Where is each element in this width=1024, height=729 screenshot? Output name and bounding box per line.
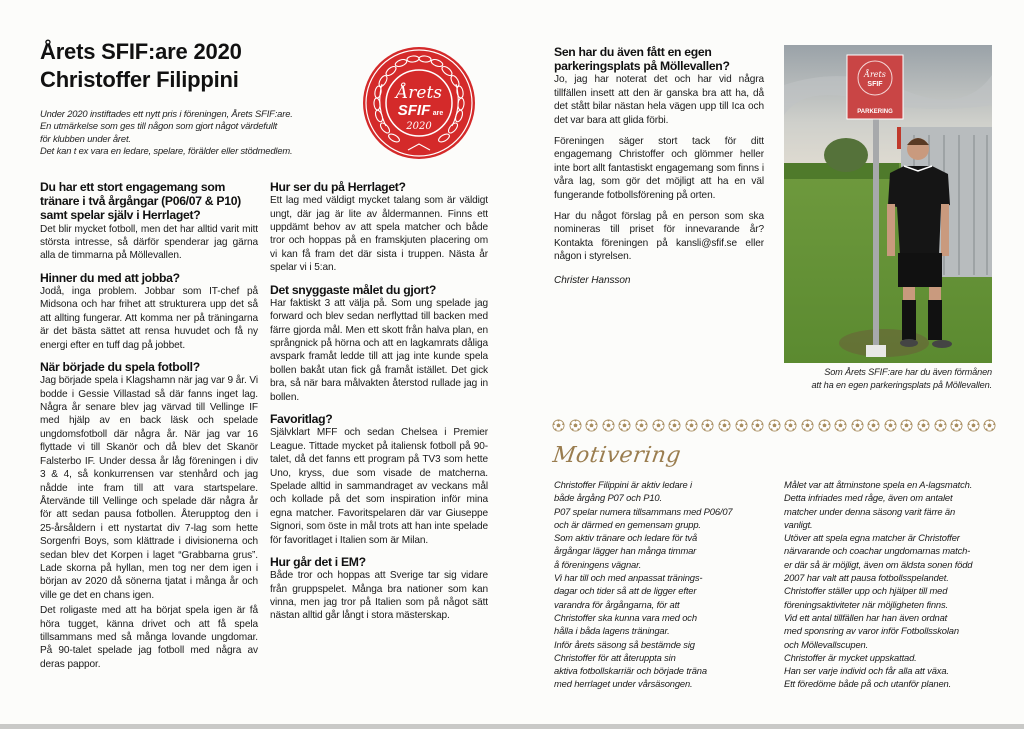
football-icon <box>851 419 864 432</box>
football-icon <box>884 419 897 432</box>
answer-text: Jo, jag har noterat det och har vid några tillfällen insett att den är ganska bra att ha, då det stått bilar nästan hela vägen upp till Ica och det var bara att glida förbi. <box>554 74 764 126</box>
football-icon <box>618 419 631 432</box>
football-icon <box>718 419 731 432</box>
question-heading: Det snyggaste målet du gjort? <box>270 282 437 297</box>
answer-text: Jodå, inga problem. Jobbar som IT-chef på Midsona och har frihet att strukturera upp det så att allting fungerar. Att komma ner på träningarna är det bästa sättet att rensa huvudet och få ny energi efter en tuff dag på jobbet. <box>40 286 258 351</box>
title-line-award: Årets SFIF:are 2020 <box>40 39 242 64</box>
motivering-line: P07 spelar numera tillsammans med P06/07 <box>554 505 733 517</box>
motivering-heading: Motivering <box>551 443 683 468</box>
football-icon <box>983 419 996 432</box>
pole-base <box>866 345 886 357</box>
author-signature: Christer Hansson <box>554 274 631 286</box>
motivering-line: och Möllevallscupen. <box>784 638 869 650</box>
motivering-line: Christoffer ställer upp och hjälper till med <box>784 585 948 597</box>
answer-text: Jag började spela i Klagshamn när jag var 9 år. Vi bodde i Gessie Villastad så där fanns inget lag. Några år senare blev jag värvad till Vellinge IF med hjälp av en back läsk och spelade ungdomsfotboll där några år. När jag var 16 flyttade vi till Skanör och då blev det Skanör Falsterbo IF. Under dessa år låg föreningen i div 3 & 4, så konkurrensen var stenhård och jag nådde inte fram till att vara startspelare. Återvände till Vellinge och spelade där några år för att sedan pausa fotbollen. Återupptog den i 25-årsåldern i ett nystartat div 7-lag som hette Sorgenfri Boys, som klättrade i divisionerna och sedan blev det Korpen i laget “Grabbarna grus”. Lade skorna på hyllan, men tog ner dem igen i början av 2020 då sönerna tjatat i många år och ville ge det en chans igen. <box>40 375 258 601</box>
tree <box>824 138 868 172</box>
football-icon <box>585 419 598 432</box>
badge-text-are: are <box>432 110 444 117</box>
intro-line: Det kan t ex vara en ledare, spelare, förälder eller stödmedlem. <box>40 144 293 156</box>
motivering-line: Utöver att spela egna matcher är Christoffer <box>784 532 960 544</box>
football-icon <box>701 419 714 432</box>
sign-text-arets: Årets <box>864 70 886 79</box>
football-icon <box>735 419 748 432</box>
question-heading: Favoritlag? <box>270 412 333 427</box>
sign-text-parkering: PARKERING <box>857 109 893 115</box>
question-heading: Sen har du även fått en egen parkeringsplats på Möllevallen? <box>554 45 730 74</box>
football-divider <box>552 419 996 432</box>
intro-line: En utmärkelse som ges till någon som gjort något värdefullt <box>40 120 278 132</box>
football-icon <box>950 419 963 432</box>
motivering-line: Som aktiv tränare och ledare för två <box>554 532 698 544</box>
article-title <box>40 38 242 94</box>
question-heading: Du har ett stort engagemang som tränare i två årgångar (P06/07 & P10) samt spelar själv i Herrlaget? <box>40 180 241 223</box>
football-icon <box>818 419 831 432</box>
football-icon <box>867 419 880 432</box>
award-badge-logo <box>362 46 476 160</box>
football-icon <box>900 419 913 432</box>
caption-line: att ha en egen parkeringsplats på Möllevallen. <box>811 379 992 390</box>
title-line-name: Christoffer Filippini <box>40 67 239 92</box>
motivering-line: föreningsaktiviteter när möjligheten finns. <box>784 598 948 610</box>
football-icon <box>652 419 665 432</box>
football-icon <box>934 419 947 432</box>
motivering-line: Christoffer ska kunna vara med och <box>554 611 697 623</box>
parking-sign-photo <box>784 45 992 363</box>
motivering-line: Ett föredöme både på och utanför planen. <box>784 678 952 690</box>
sign-pole <box>873 117 879 349</box>
football-icon <box>751 419 764 432</box>
sign-text-sfif: SFIF <box>867 81 883 88</box>
motivering-line: med sponsring av varor inför Fotbollsskolan <box>784 625 959 637</box>
motivering-line: aktiva fotbollskarriär och började träna <box>554 665 707 677</box>
football-icon <box>635 419 648 432</box>
question-heading: Hinner du med att jobba? <box>40 270 180 285</box>
page-bottom-edge <box>0 724 1024 729</box>
question-heading: När började du spela fotboll? <box>40 360 200 375</box>
motivering-line: 2007 har valt att pausa fotbollsspelandet. <box>784 572 949 584</box>
motivering-line: er där så är möjligt, även om äldsta sonen född <box>784 558 973 570</box>
football-icon <box>668 419 681 432</box>
football-icon <box>602 419 615 432</box>
motivering-line: matcher under denna säsong varit färre än <box>784 505 956 517</box>
answer-text: Ett lag med väldigt mycket talang som är väldigt ungt, där jag är lite av åldermannen. Finns ett uppdämt behov av att spela matcher och både tror och hoppas på en framskjuten placering om vi kan få fram det där sista i truppen. Nästa år spelar vi i 5:an. <box>270 195 488 274</box>
answer-text: Både tror och hoppas att Sverige tar sig vidare från gruppspelet. Många bra nationer som kan vinna, men jag tror på Italien som på något sätt nästan alltid går långt i stora mästerskap. <box>270 570 488 622</box>
motivering-line: Han ser varje individ och får alla att växa. <box>784 665 949 677</box>
intro-line: Under 2020 instiftades ett nytt pris i föreningen, Årets SFIF:are. <box>40 108 293 119</box>
motivering-line: dagar och tider så att de ligger efter <box>554 585 697 597</box>
photo-caption <box>784 366 992 391</box>
motivering-line: Vid ett antal tillfällen har han även ordnat <box>784 611 948 623</box>
answer-text: Självklart MFF och sedan Chelsea i Premier League. Tittade mycket på italiensk fotboll på 90-talet, då det fanns ett program på TV3 som hette Uno, kryss, due som visade de matcherna. Spelade alltid in sammandraget av veckans mål och kollade på det som inspiration inför mina egna matcher. Favoritspelaren där var Giuseppe Signori, som öste in mål trots att han inte spelade för favoritlaget i Italien som är Milan. <box>270 427 488 546</box>
question-heading: Hur går det i EM? <box>270 554 366 569</box>
intro-text <box>40 108 340 157</box>
badge-text-arets: Årets <box>395 83 443 103</box>
football-icon <box>967 419 980 432</box>
football-icon <box>685 419 698 432</box>
motivering-right-column <box>784 478 972 691</box>
motivering-line: och är därmed en gemensam grupp. <box>554 518 701 530</box>
motivering-line: Vi har till och med anpassat tränings- <box>554 572 703 584</box>
answer-text: Det blir mycket fotboll, men det har alltid varit mitt största intresse, så därför spenderar jag gärna alla de timmarna på Möllevallen. <box>40 223 258 262</box>
motivering-line: närvarande och coachar ungdomarnas match- <box>784 545 971 557</box>
motivering-line: Christoffer är mycket uppskattad. <box>784 651 917 663</box>
football-icon <box>834 419 847 432</box>
motivering-line: varandra för årgångarna, för att <box>554 598 680 610</box>
football-icon <box>801 419 814 432</box>
motivering-line: Christoffer för att återuppta sin <box>554 651 676 663</box>
motivering-line: både årgång P07 och P10. <box>554 492 662 504</box>
question-heading: Hur ser du på Herrlaget? <box>270 180 406 194</box>
badge-text-sfif: SFIF <box>397 102 431 119</box>
caption-line: Som Årets SFIF:are har du även förmånen <box>824 367 992 377</box>
motivering-line: hålla i båda lagens träningar. <box>554 625 670 637</box>
answer-text: Det roligaste med att ha börjat spela igen är få höra tugget, känna drivet och att få spela tillsammans med så många lovande ungdomar. På 90-talet spelade jag fotboll med några av deras pappor. <box>40 605 258 670</box>
nomination-text: Har du något förslag på en person som ska nomineras till priset för innevarande år? Kontakta föreningen på kansli@sfif.se eller någon i styrelsen. <box>554 211 764 263</box>
interview-column-3 <box>554 45 764 287</box>
football-icon <box>552 419 565 432</box>
motivering-line: med herrlaget under vårsäsongen. <box>554 678 693 690</box>
motivering-line: vanligt. <box>784 518 813 530</box>
football-icon <box>569 419 582 432</box>
motivering-line: Christoffer Filippini är aktiv ledare i <box>554 479 692 490</box>
intro-line: för klubben under året. <box>40 132 131 144</box>
motivering-line: årgångar lägger han många timmar <box>554 545 697 557</box>
football-icon <box>917 419 930 432</box>
badge-text-year: 2020 <box>406 121 432 132</box>
motivering-left-column <box>554 478 732 691</box>
answer-text: Har faktiskt 3 att välja på. Som ung spelade jag forward och blev sedan nerflyttad till backen med färre gjorda mål. Men ett skott från halva plan, en språngnick på hörna och att en lagkamrats dåliga avspark framåt ledde till att jag inte kunde spela bollen bakåt utan fick gå framåt istället. Det gick bra, så när bara målvakten återstod rullade jag in bollen. <box>270 297 488 403</box>
football-icon <box>784 419 797 432</box>
interview-column-2 <box>270 180 488 631</box>
thanks-text: Föreningen säger stort tack för ditt engagemang Christoffer och glömmer heller inte bort allt fantastiskt engagemang som finns i våra lag, som gör det möjligt att ha en väl fungerande fotbollsförening på orten. <box>554 136 764 201</box>
football-icon <box>768 419 781 432</box>
motivering-line: å föreningens vägnar. <box>554 558 642 570</box>
interview-column-1 <box>40 180 258 679</box>
motivering-line: Detta infriades med råge, även om antalet <box>784 492 953 504</box>
motivering-line: Målet var att åtminstone spela en A-lagsmatch. <box>784 479 973 490</box>
motivering-line: Inför årets säsong så bestämde sig <box>554 638 695 650</box>
